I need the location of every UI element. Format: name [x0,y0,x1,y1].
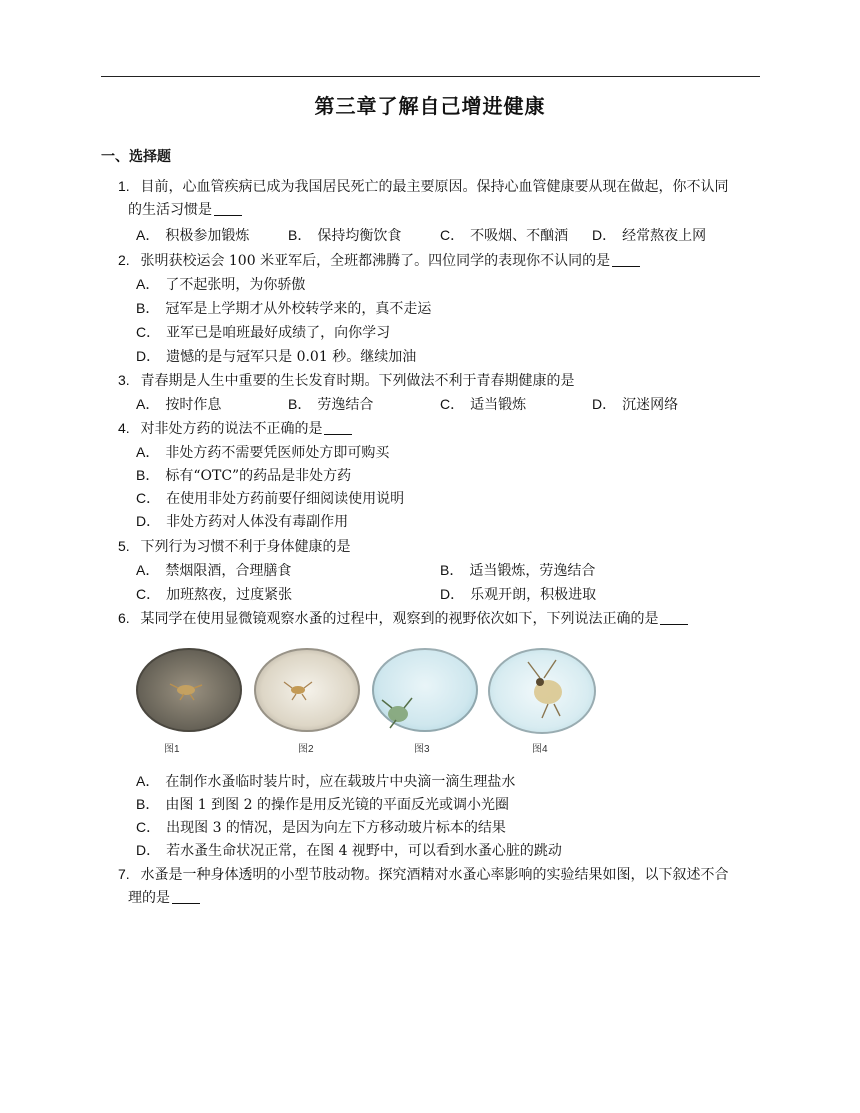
question-number: 7. [118,866,130,882]
microscope-view-3 [372,648,478,732]
option-d: D． 遗憾的是与冠军只是 0.01 秒。继续加油 [136,348,417,365]
option-d: D． 乐观开朗，积极进取 [440,586,597,603]
water-flea-icon [372,648,478,732]
option-a: A． 在制作水蚤临时装片时，应在载玻片中央滴一滴生理盐水 [136,773,516,790]
question-number: 6. [118,610,130,626]
option-c: C． 出现图 3 的情况，是因为向左下方移动玻片标本的结果 [136,819,506,836]
question-text: 水蚤是一种身体透明的小型节肢动物。探究酒精对水蚤心率影响的实验结果如图，以下叙述不合 [140,867,729,883]
figure-caption: 图3 [414,744,430,755]
question-7 [118,862,768,887]
question-5 [118,534,768,559]
water-flea-icon [488,648,596,734]
header-rule [101,76,760,77]
option-d: D． 沉迷网络 [592,396,679,413]
option-c: C． 亚军已是咱班最好成绩了，向你学习 [136,324,391,341]
option-b: B． 保持均衡饮食 [288,227,402,244]
question-3 [118,368,768,393]
option-c: C． 适当锻炼 [440,396,527,413]
question-text: 对非处方药的说法不正确的是 [140,421,323,437]
question-number: 2. [118,252,130,268]
question-text: 下列行为习惯不利于身体健康的是 [140,539,351,555]
microscope-view-2 [254,648,360,732]
answer-blank [324,420,352,435]
question-text: 张明获校运会 100 米亚军后，全班都沸腾了。四位同学的表现你不认同的是 [140,253,611,269]
page-title: 第三章了解自己增进健康 [314,94,546,118]
option-a: A． 按时作息 [136,396,222,413]
microscope-field [488,648,596,734]
option-b: B． 标有“OTC”的药品是非处方药 [136,467,352,484]
option-c: C． 加班熬夜，过度紧张 [136,586,293,603]
question-text: 理的是 [128,890,170,906]
option-c: C． 不吸烟、不酗酒 [440,227,569,244]
option-b: B． 适当锻炼，劳逸结合 [440,562,596,579]
option-d: D． 经常熬夜上网 [592,227,707,244]
option-a: A． 积极参加锻炼 [136,227,250,244]
answer-blank [612,252,640,267]
question-text: 青春期是人生中重要的生长发育时期。下列做法不利于青春期健康的是 [140,373,575,389]
water-flea-icon [254,648,360,732]
question-number: 1. [118,178,130,194]
option-d: D． 若水蚤生命状况正常，在图 4 视野中，可以看到水蚤心脏的跳动 [136,842,562,859]
option-a: A． 非处方药不需要凭医师处方即可购买 [136,444,390,461]
question-4 [118,416,768,441]
figure-caption: 图2 [298,744,314,755]
question-number: 3. [118,372,130,388]
question-7-cont [128,886,200,910]
question-text: 的生活习惯是 [128,202,212,218]
question-text: 目前，心血管疾病已成为我国居民死亡的最主要原因。保持心血管健康要从现在做起，你不认同 [140,179,729,195]
microscope-field [136,648,242,732]
microscope-field [254,648,360,732]
question-1-cont [128,198,242,222]
option-b: B． 冠军是上学期才从外校转学来的，真不走运 [136,300,432,317]
option-a: A． 了不起张明，为你骄傲 [136,276,306,293]
microscope-field [372,648,478,732]
option-d: D． 非处方药对人体没有毒副作用 [136,513,349,530]
answer-blank [172,889,200,904]
answer-blank [214,201,242,216]
question-text: 某同学在使用显微镜观察水蚤的过程中，观察到的视野依次如下，下列说法正确的是 [140,611,659,627]
microscope-view-4 [488,648,596,734]
question-2 [118,248,768,273]
option-a: A． 禁烟限酒，合理膳食 [136,562,292,579]
question-number: 4. [118,420,130,436]
microscope-view-1 [136,648,242,732]
question-1 [118,174,768,199]
section-heading: 一、选择题 [101,149,171,165]
water-flea-icon [136,648,242,732]
question-6 [118,606,768,631]
option-c: C． 在使用非处方药前要仔细阅读使用说明 [136,490,405,507]
question-number: 5. [118,538,130,554]
option-b: B． 由图 1 到图 2 的操作是用反光镜的平面反光或调小光圈 [136,796,509,813]
option-b: B． 劳逸结合 [288,396,374,413]
figure-caption: 图1 [164,744,180,755]
figure-caption: 图4 [532,744,548,755]
answer-blank [660,610,688,625]
